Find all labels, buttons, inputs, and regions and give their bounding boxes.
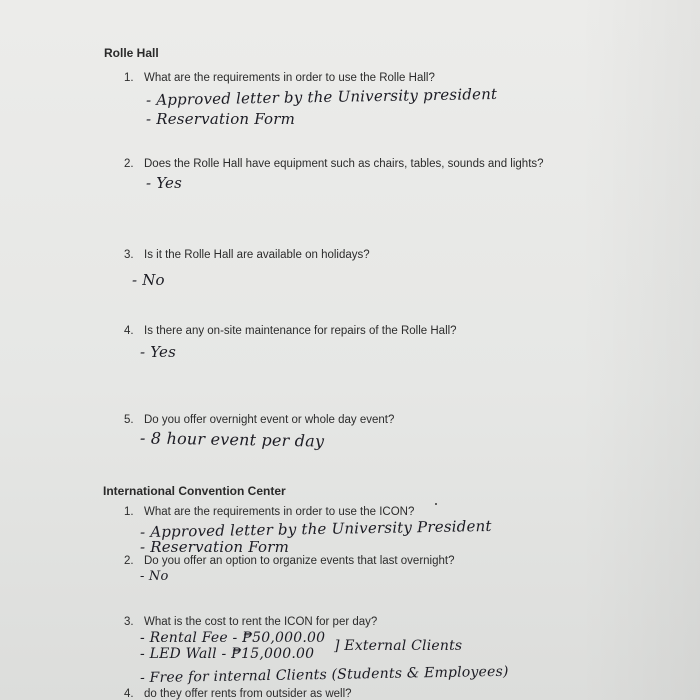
question-text: What is the cost to rent the ICON for per day?	[144, 616, 378, 628]
handwritten-answer: - LED Wall - ₱15,000.00	[140, 646, 315, 662]
question-rolle-4	[124, 325, 457, 337]
handwritten-answer: - No	[140, 569, 169, 584]
question-text: Is there any on-site maintenance for repairs of the Rolle Hall?	[144, 325, 457, 337]
handwritten-answer: - Rental Fee - ₱50,000.00	[140, 630, 326, 646]
question-number: 1.	[124, 72, 134, 84]
question-text: What are the requirements in order to use the Rolle Hall?	[144, 72, 435, 84]
handwritten-answer: - No	[132, 271, 165, 289]
handwritten-answer: - Yes	[140, 343, 177, 361]
question-number: 3.	[124, 249, 134, 261]
section-title-rolle-hall: Rolle Hall	[104, 46, 159, 60]
handwritten-answer: - Reservation Form	[140, 538, 290, 556]
question-rolle-5	[124, 414, 394, 426]
question-text: Do you offer an option to organize events that last overnight?	[144, 555, 455, 567]
question-icon-2	[124, 555, 455, 567]
question-text: do they offer rents from outsider as well?	[144, 688, 352, 700]
question-number: 2.	[124, 555, 134, 567]
handwritten-answer: - Yes	[146, 174, 183, 192]
question-rolle-1	[124, 72, 435, 84]
pen-dot	[435, 503, 437, 505]
page-shadow	[580, 0, 700, 700]
question-icon-4	[124, 688, 352, 700]
section-title-icon: International Convention Center	[103, 484, 286, 498]
handwritten-answer: - Approved letter by the University President	[139, 516, 492, 542]
question-text: Do you offer overnight event or whole day event?	[144, 414, 395, 426]
question-number: 4.	[124, 325, 134, 337]
handwritten-answer: - Reservation Form	[146, 110, 296, 128]
question-text: What are the requirements in order to use the ICON?	[144, 506, 415, 518]
handwritten-answer: - 8 hour event per day	[139, 428, 325, 451]
question-icon-1	[124, 506, 414, 518]
question-text: Is it the Rolle Hall are available on holidays?	[144, 249, 370, 261]
question-rolle-2	[124, 158, 544, 170]
question-icon-3	[124, 616, 377, 628]
question-number: 4.	[124, 688, 134, 700]
question-text: Does the Rolle Hall have equipment such as chairs, tables, sounds and lights?	[144, 158, 544, 170]
handwritten-answer: - Free for internal Clients (Students & Employees)	[139, 663, 509, 687]
handwritten-bracket-note: ] External Clients	[334, 638, 463, 654]
handwritten-answer: - Approved letter by the University president	[145, 84, 498, 110]
question-rolle-3	[124, 249, 370, 261]
question-number: 1.	[124, 506, 134, 518]
question-number: 5.	[124, 414, 134, 426]
question-number: 3.	[124, 616, 134, 628]
question-number: 2.	[124, 158, 134, 170]
